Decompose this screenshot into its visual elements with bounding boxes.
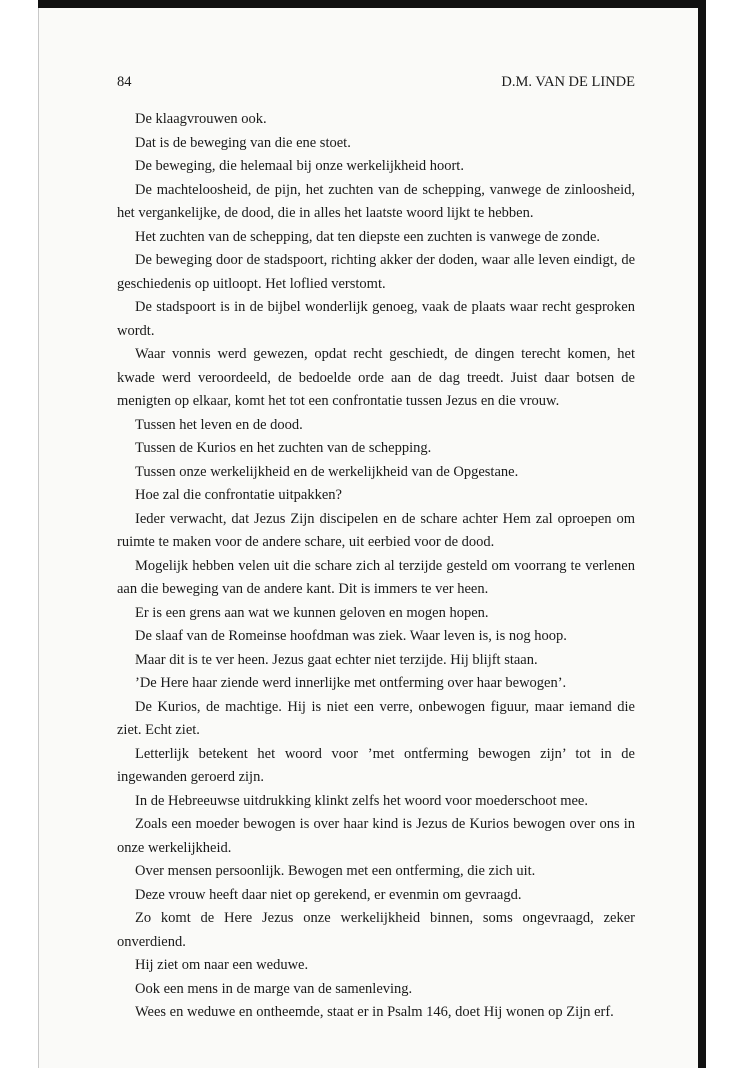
paragraph: Tussen het leven en de dood. [135, 416, 303, 433]
paragraph: Letterlijk betekent het woord voor ’met ontferming bewogen zijn’ tot in de ingewanden geroerd zijn. [117, 745, 635, 785]
paragraph: De Kurios, de machtige. Hij is niet een verre, onbewogen figuur, maar iemand die ziet. Echt ziet. [117, 698, 635, 738]
paragraph: De slaaf van de Romeinse hoofdman was ziek. Waar leven is, is nog hoop. [135, 628, 567, 644]
body-text [117, 108, 635, 1025]
paragraph: Dat is de beweging van die ene stoet. [135, 134, 351, 151]
scan-border-top [38, 0, 706, 8]
paragraph: De beweging door de stadspoort, richting akker der doden, waar alle leven eindigt, de geschiedenis op uitloopt. Het loflied verstomt. [117, 252, 635, 292]
paragraph: Maar dit is te ver heen. Jezus gaat echter niet terzijde. Hij blijft staan. [135, 651, 538, 668]
paragraph: De stadspoort is in de bijbel wonderlijk genoeg, vaak de plaats waar recht gesproken wordt. [117, 299, 635, 339]
paragraph: Zo komt de Here Jezus onze werkelijkheid binnen, soms ongevraagd, zeker onverdiend. [117, 910, 635, 950]
paragraph: Hoe zal die confrontatie uitpakken? [135, 487, 342, 503]
paragraph: Waar vonnis werd gewezen, opdat recht geschiedt, de dingen terecht komen, het kwade werd veroordeeld, de bedoelde orde aan de dag treedt. Juist daar botsen de menigten op elkaar, komt het tot een confrontatie tussen Jezus en die vrouw. [117, 346, 635, 409]
author-name: D.M. VAN DE LINDE [501, 74, 635, 90]
paragraph: Mogelijk hebben velen uit die schare zich al terzijde gesteld om voorrang te verlenen aan die beweging van de andere kant. Dit is immers te ver heen. [117, 557, 635, 597]
paragraph: Tussen de Kurios en het zuchten van de schepping. [135, 440, 432, 456]
paragraph: Deze vrouw heeft daar niet op gerekend, er evenmin om gevraagd. [135, 886, 522, 903]
running-head [117, 74, 635, 94]
paragraph: ’De Here haar ziende werd innerlijke met ontferming over haar bewogen’. [135, 675, 567, 691]
paragraph: De klaagvrouwen ook. [135, 111, 267, 127]
paragraph: Er is een grens aan wat we kunnen geloven en mogen hopen. [135, 604, 489, 621]
paragraph: Tussen onze werkelijkheid en de werkelijkheid van de Opgestane. [135, 463, 519, 480]
paragraph: Zoals een moeder bewogen is over haar kind is Jezus de Kurios bewogen over ons in onze werkelijkheid. [117, 816, 635, 856]
paragraph: De machteloosheid, de pijn, het zuchten van de schepping, vanwege de zinloosheid, het vergankelijke, de dood, die in alles het laatste woord lijkt te hebben. [117, 181, 635, 221]
paragraph: Wees en weduwe en ontheemde, staat er in Psalm 146, doet Hij wonen op Zijn erf. [135, 1004, 614, 1020]
paragraph: De beweging, die helemaal bij onze werkelijkheid hoort. [135, 158, 464, 174]
paragraph: Ook een mens in de marge van de samenleving. [135, 980, 413, 997]
paragraph: Ieder verwacht, dat Jezus Zijn discipelen en de schare achter Hem zal oproepen om ruimte te maken voor de andere schare, uit eerbied voor de dood. [117, 510, 635, 550]
paragraph: Over mensen persoonlijk. Bewogen met een ontferming, die zich uit. [135, 863, 536, 879]
page-number: 84 [117, 74, 132, 90]
paragraph: In de Hebreeuwse uitdrukking klinkt zelfs het woord voor moederschoot mee. [135, 792, 588, 809]
scan-border-right [697, 0, 706, 1068]
paragraph: Het zuchten van de schepping, dat ten diepste een zuchten is vanwege de zonde. [135, 228, 601, 245]
paragraph: Hij ziet om naar een weduwe. [135, 957, 309, 973]
